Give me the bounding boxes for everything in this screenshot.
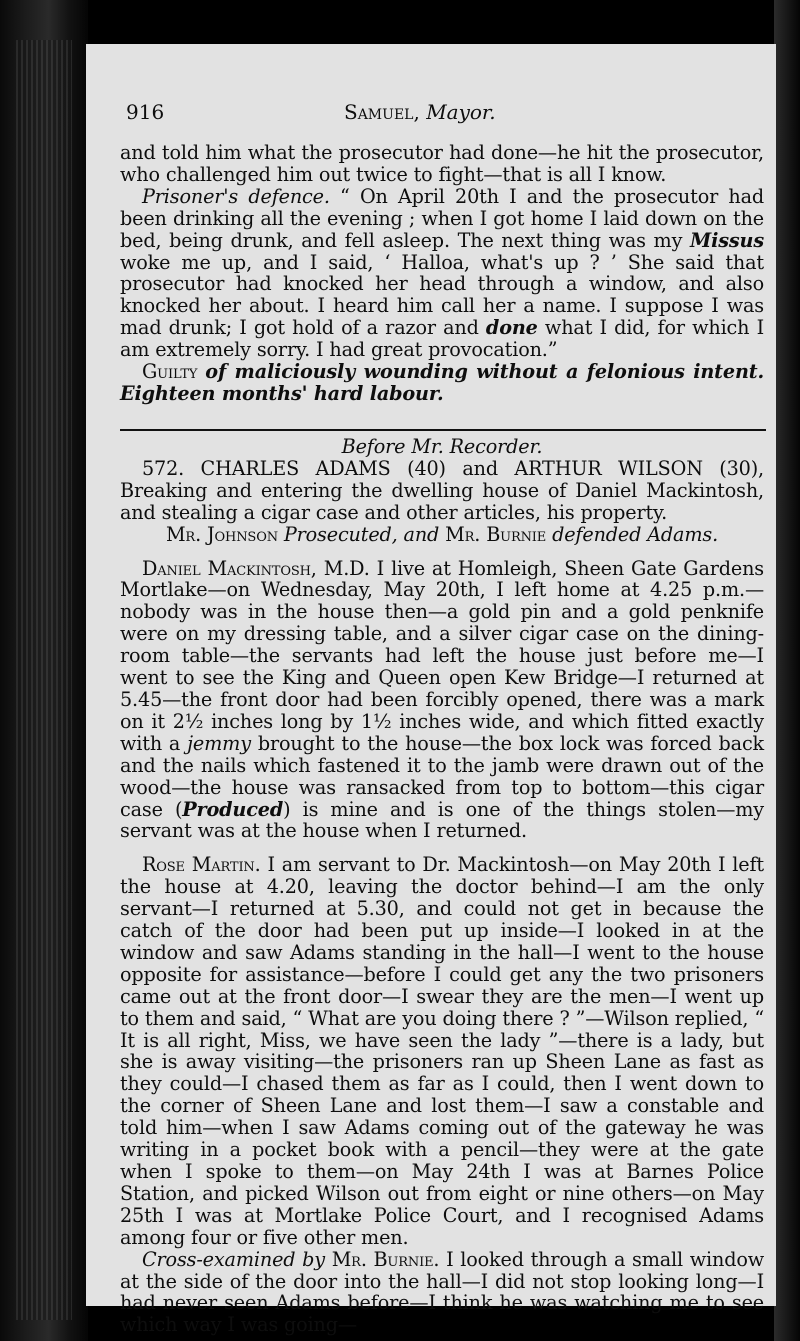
counsel-defence: Mr. Burnie bbox=[445, 522, 547, 546]
case-heading: 572. CHARLES ADAMS (40) and ARTHUR WILSON (30), Breaking and entering the dwelling house of Daniel Mackintosh, and stealing a cigar case and other articles, his property. bbox=[120, 456, 764, 524]
cross-label: Cross-examined by bbox=[142, 1247, 325, 1271]
text-block-2 bbox=[120, 436, 764, 1336]
defence-text: “ On April 20th I and the prosecutor had been drinking all the evening ; when I got home I laid down on the bed, being drunk, and fell asleep. The next thing was my bbox=[120, 184, 764, 252]
running-title bbox=[344, 100, 496, 124]
witness-mackintosh: Daniel Mackintosh, M.D. bbox=[142, 556, 370, 580]
defence-word-done: done bbox=[485, 316, 538, 340]
verdict-text: of maliciously wounding without a felonious intent. Eighteen months' hard labour. bbox=[120, 360, 764, 405]
court-heading: Before Mr. Recorder. bbox=[341, 435, 543, 458]
paragraph-verdict bbox=[120, 361, 764, 405]
paragraph-defence bbox=[120, 186, 764, 361]
running-header bbox=[126, 100, 756, 128]
defence-label: Prisoner's defence. bbox=[142, 184, 330, 208]
verdict-label: Guilty bbox=[142, 360, 198, 384]
page-number: 916 bbox=[126, 100, 165, 124]
paragraph-mackintosh bbox=[120, 558, 764, 843]
counsel-line bbox=[120, 524, 764, 546]
book-page bbox=[86, 44, 776, 1337]
counsel-prosecuted: Prosecuted, and bbox=[283, 522, 440, 546]
defence-word-missus: Missus bbox=[690, 228, 764, 252]
martin-text: I am servant to Dr. Mackintosh—on May 20th I left the house at 4.20, leaving the doctor behind—I am the only servant—I returned at 5.30, and could not get in because the catch of the door had been put up inside—I looked in at the window and saw Adams standing in the hall—I went to the house opposite for assistance—before I could get any the two prisoners came out at the front door—I swear they are the men—I went up to them and said, “ What are you doing there ? ”—Wilson replied, “ It is all right, Miss, we have seen the lady ”—there is a lady, but she is away visiting—the prisoners ran up Sheen Lane as fast as they could—I chased them as far as I could, then I went down to the corner of Sheen Lane and lost them—I saw a constable and told him—when I saw Adams coming out of the gateway he was writing in a pocket book with a pencil—they were at the gate when I spoke to them—on May 24th I was at Barnes Police Station, and picked Wilson out from eight or nine others—on May 25th I was at Mortlake Police Court, and I recognised Adams among four or five other men. bbox=[120, 853, 764, 1249]
cross-text: I looked through a small window at the side of the door into the hall—I did not stop looking long—I had never seen Adams before—I think he was watching me to see which way I was going— bbox=[120, 1247, 765, 1337]
cross-counsel: Mr. Burnie. bbox=[331, 1247, 440, 1271]
running-title-name: Samuel, bbox=[344, 100, 420, 124]
mackintosh-text-2: brought to the house—the box lock was forced back and the nails which fastened it to the jamb were drawn out of the wood—the house was ransacked from top to bottom—this cigar case ( bbox=[120, 731, 765, 821]
defence-text-2: woke me up, and I said, ‘ Halloa, what's up ? ’ She said that prosecutor had knocked her head through a window, and also knocked her about. I heard him call her a name. I suppose I was mad drunk; I got hold of a razor and bbox=[120, 250, 764, 340]
running-title-role: Mayor. bbox=[426, 100, 496, 124]
mackintosh-word-jemmy: jemmy bbox=[187, 731, 251, 755]
book-spine-edge bbox=[0, 0, 88, 1341]
paragraph-martin bbox=[120, 854, 764, 1248]
paragraph-cross bbox=[120, 1249, 764, 1337]
page-right-shadow bbox=[774, 0, 800, 1341]
mackintosh-text-3: ) is mine and is one of the things stolen—my servant was at the house when I returned. bbox=[120, 797, 764, 843]
text-block-1 bbox=[120, 142, 764, 405]
mackintosh-text: I live at Homleigh, Sheen Gate Gardens Mortlake—on Wednesday, May 20th, I left home at 4.25 p.m.—nobody was in the house then—a gold pin and a gold penknife were on my dressing table, and a silver cigar case on the dining-room table—the servants had left the house just before me—I went to see the King and Queen open Kew Bridge—I returned at 5.45—the front door had been forcibly opened, there was a mark on it 2½ inches long by 1½ inches wide, and which fitted exactly with a bbox=[120, 556, 765, 755]
section-divider bbox=[120, 429, 766, 431]
counsel-defended: defended Adams. bbox=[552, 522, 719, 546]
mackintosh-word-produced: Produced bbox=[182, 797, 284, 821]
paragraph-continuation: and told him what the prosecutor had done—he hit the prosecutor, who challenged him out twice to fight—that is all I know. bbox=[120, 141, 764, 186]
witness-martin: Rose Martin. bbox=[142, 853, 261, 877]
counsel-prosecution: Mr. Johnson bbox=[165, 522, 278, 546]
defence-text-3: what I did, for which I am extremely sorry. I had great provocation.” bbox=[120, 316, 764, 362]
